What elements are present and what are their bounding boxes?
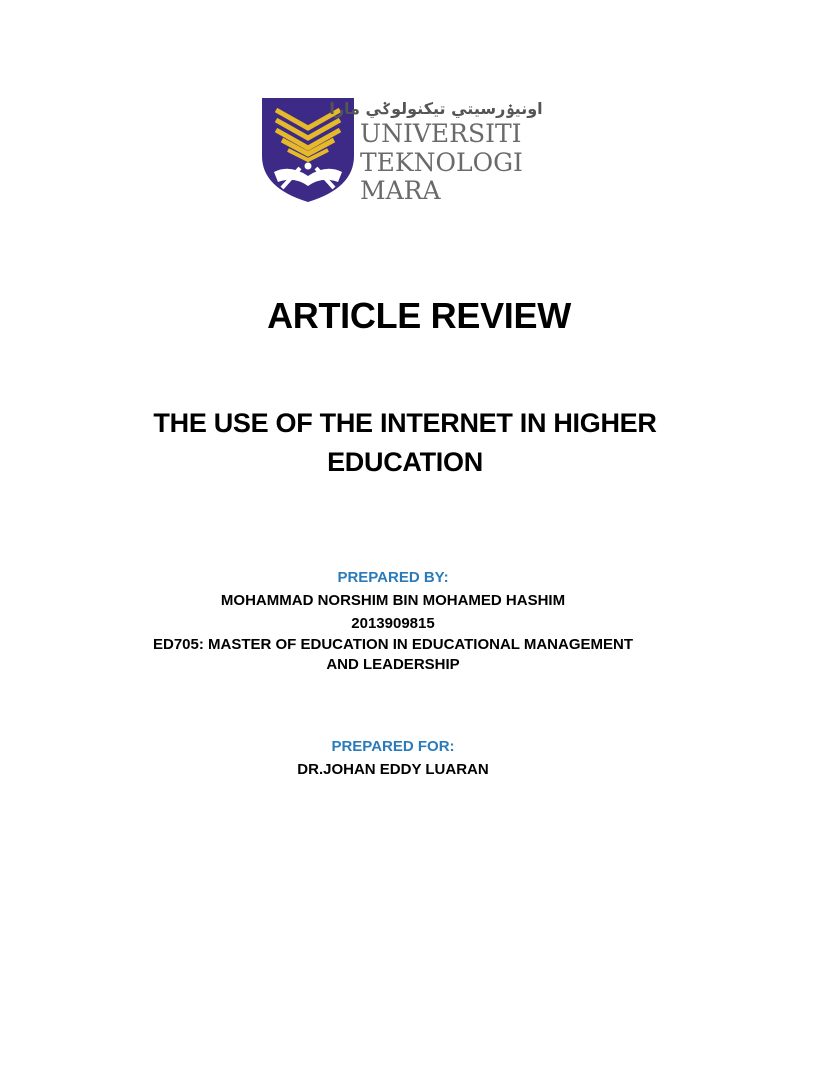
jawi-wordmark: اونيۏرسيتي تيکنولوݢي مارا: [329, 99, 543, 118]
wordmark-line-2: TEKNOLOGI: [360, 148, 523, 177]
university-logo: [260, 92, 543, 205]
document-title: ARTICLE REVIEW: [267, 295, 571, 336]
supervisor-name: DR.JOHAN EDDY LUARAN: [297, 761, 489, 778]
prepared-for-label: PREPARED FOR:: [331, 738, 455, 755]
wordmark-line-3: MARA: [360, 176, 441, 205]
article-subtitle: THE USE OF THE INTERNET IN HIGHER EDUCATION: [153, 408, 657, 477]
wordmark-line-1: UNIVERSITI: [360, 119, 522, 148]
author-name: MOHAMMAD NORSHIM BIN MOHAMED HASHIM: [220, 592, 566, 609]
student-id: 2013909815: [351, 615, 435, 632]
course-name: ED705: MASTER OF EDUCATION IN EDUCATIONAL MANAGEMENT AND LEADERSHIP: [152, 636, 633, 673]
prepared-by-label: PREPARED BY:: [337, 569, 449, 586]
